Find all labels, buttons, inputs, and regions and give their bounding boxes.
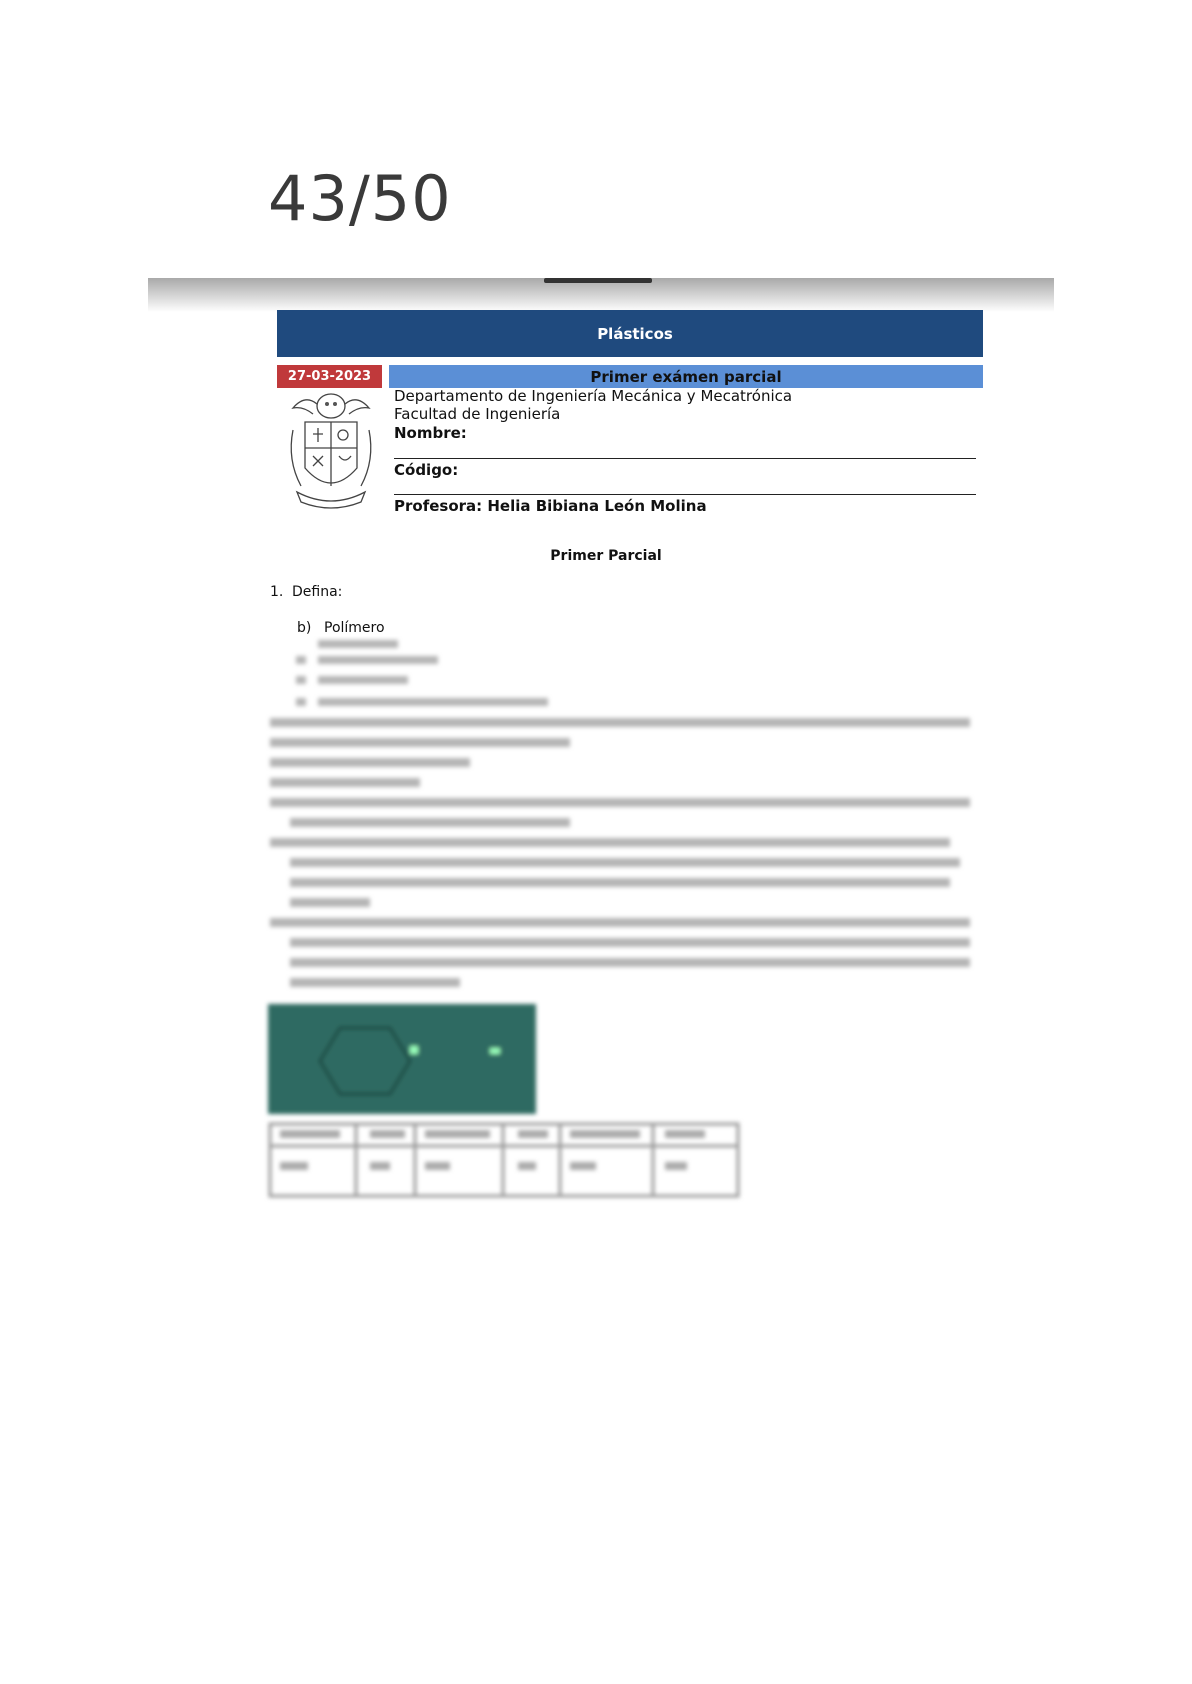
redacted-line: [270, 778, 420, 787]
code-label: Código:: [394, 461, 459, 479]
section-title: Primer Parcial: [550, 548, 662, 564]
redacted-line: [270, 838, 950, 847]
name-label: Nombre:: [394, 424, 467, 442]
redacted-line: [290, 858, 960, 867]
scroll-handle[interactable]: [544, 278, 652, 283]
redacted-line: [318, 698, 548, 706]
name-field-line[interactable]: [394, 458, 976, 459]
redacted-content: [260, 636, 980, 1236]
redacted-line: [270, 918, 970, 927]
redacted-line: [296, 698, 306, 706]
redacted-line: [290, 818, 570, 827]
list-item-text: Polímero: [324, 620, 385, 636]
university-crest-icon: [283, 390, 379, 514]
course-banner: [277, 310, 983, 357]
score-text: 43/50: [268, 162, 452, 235]
redacted-line: [270, 798, 970, 807]
redacted-line: [290, 978, 460, 987]
redacted-line: [270, 738, 570, 747]
viewer-toolbar: [148, 278, 1054, 312]
redacted-line: [290, 898, 370, 907]
exam-title-banner: Primer exámen parcial: [389, 365, 983, 388]
faculty-text: Facultad de Ingeniería: [394, 405, 561, 423]
redacted-line: [318, 640, 398, 648]
question-text: Defina:: [292, 584, 343, 600]
code-field-line[interactable]: [394, 494, 976, 495]
redacted-line: [290, 878, 950, 887]
redacted-line: [290, 938, 970, 947]
redacted-line: [318, 676, 408, 684]
question-number: 1.: [270, 584, 284, 600]
date-badge: 27-03-2023: [277, 365, 382, 388]
redacted-line: [296, 656, 306, 664]
professor-text: Profesora: Helia Bibiana León Molina: [394, 497, 707, 515]
redacted-image: [268, 1004, 536, 1114]
redacted-line: [270, 758, 470, 767]
department-text: Departamento de Ingeniería Mecánica y Mecatrónica: [394, 387, 793, 405]
redacted-line: [270, 718, 970, 727]
redacted-line: [318, 656, 438, 664]
redacted-line: [296, 676, 306, 684]
course-title: Plásticos: [597, 324, 673, 343]
list-item-letter: b): [297, 620, 312, 636]
redacted-line: [290, 958, 970, 967]
